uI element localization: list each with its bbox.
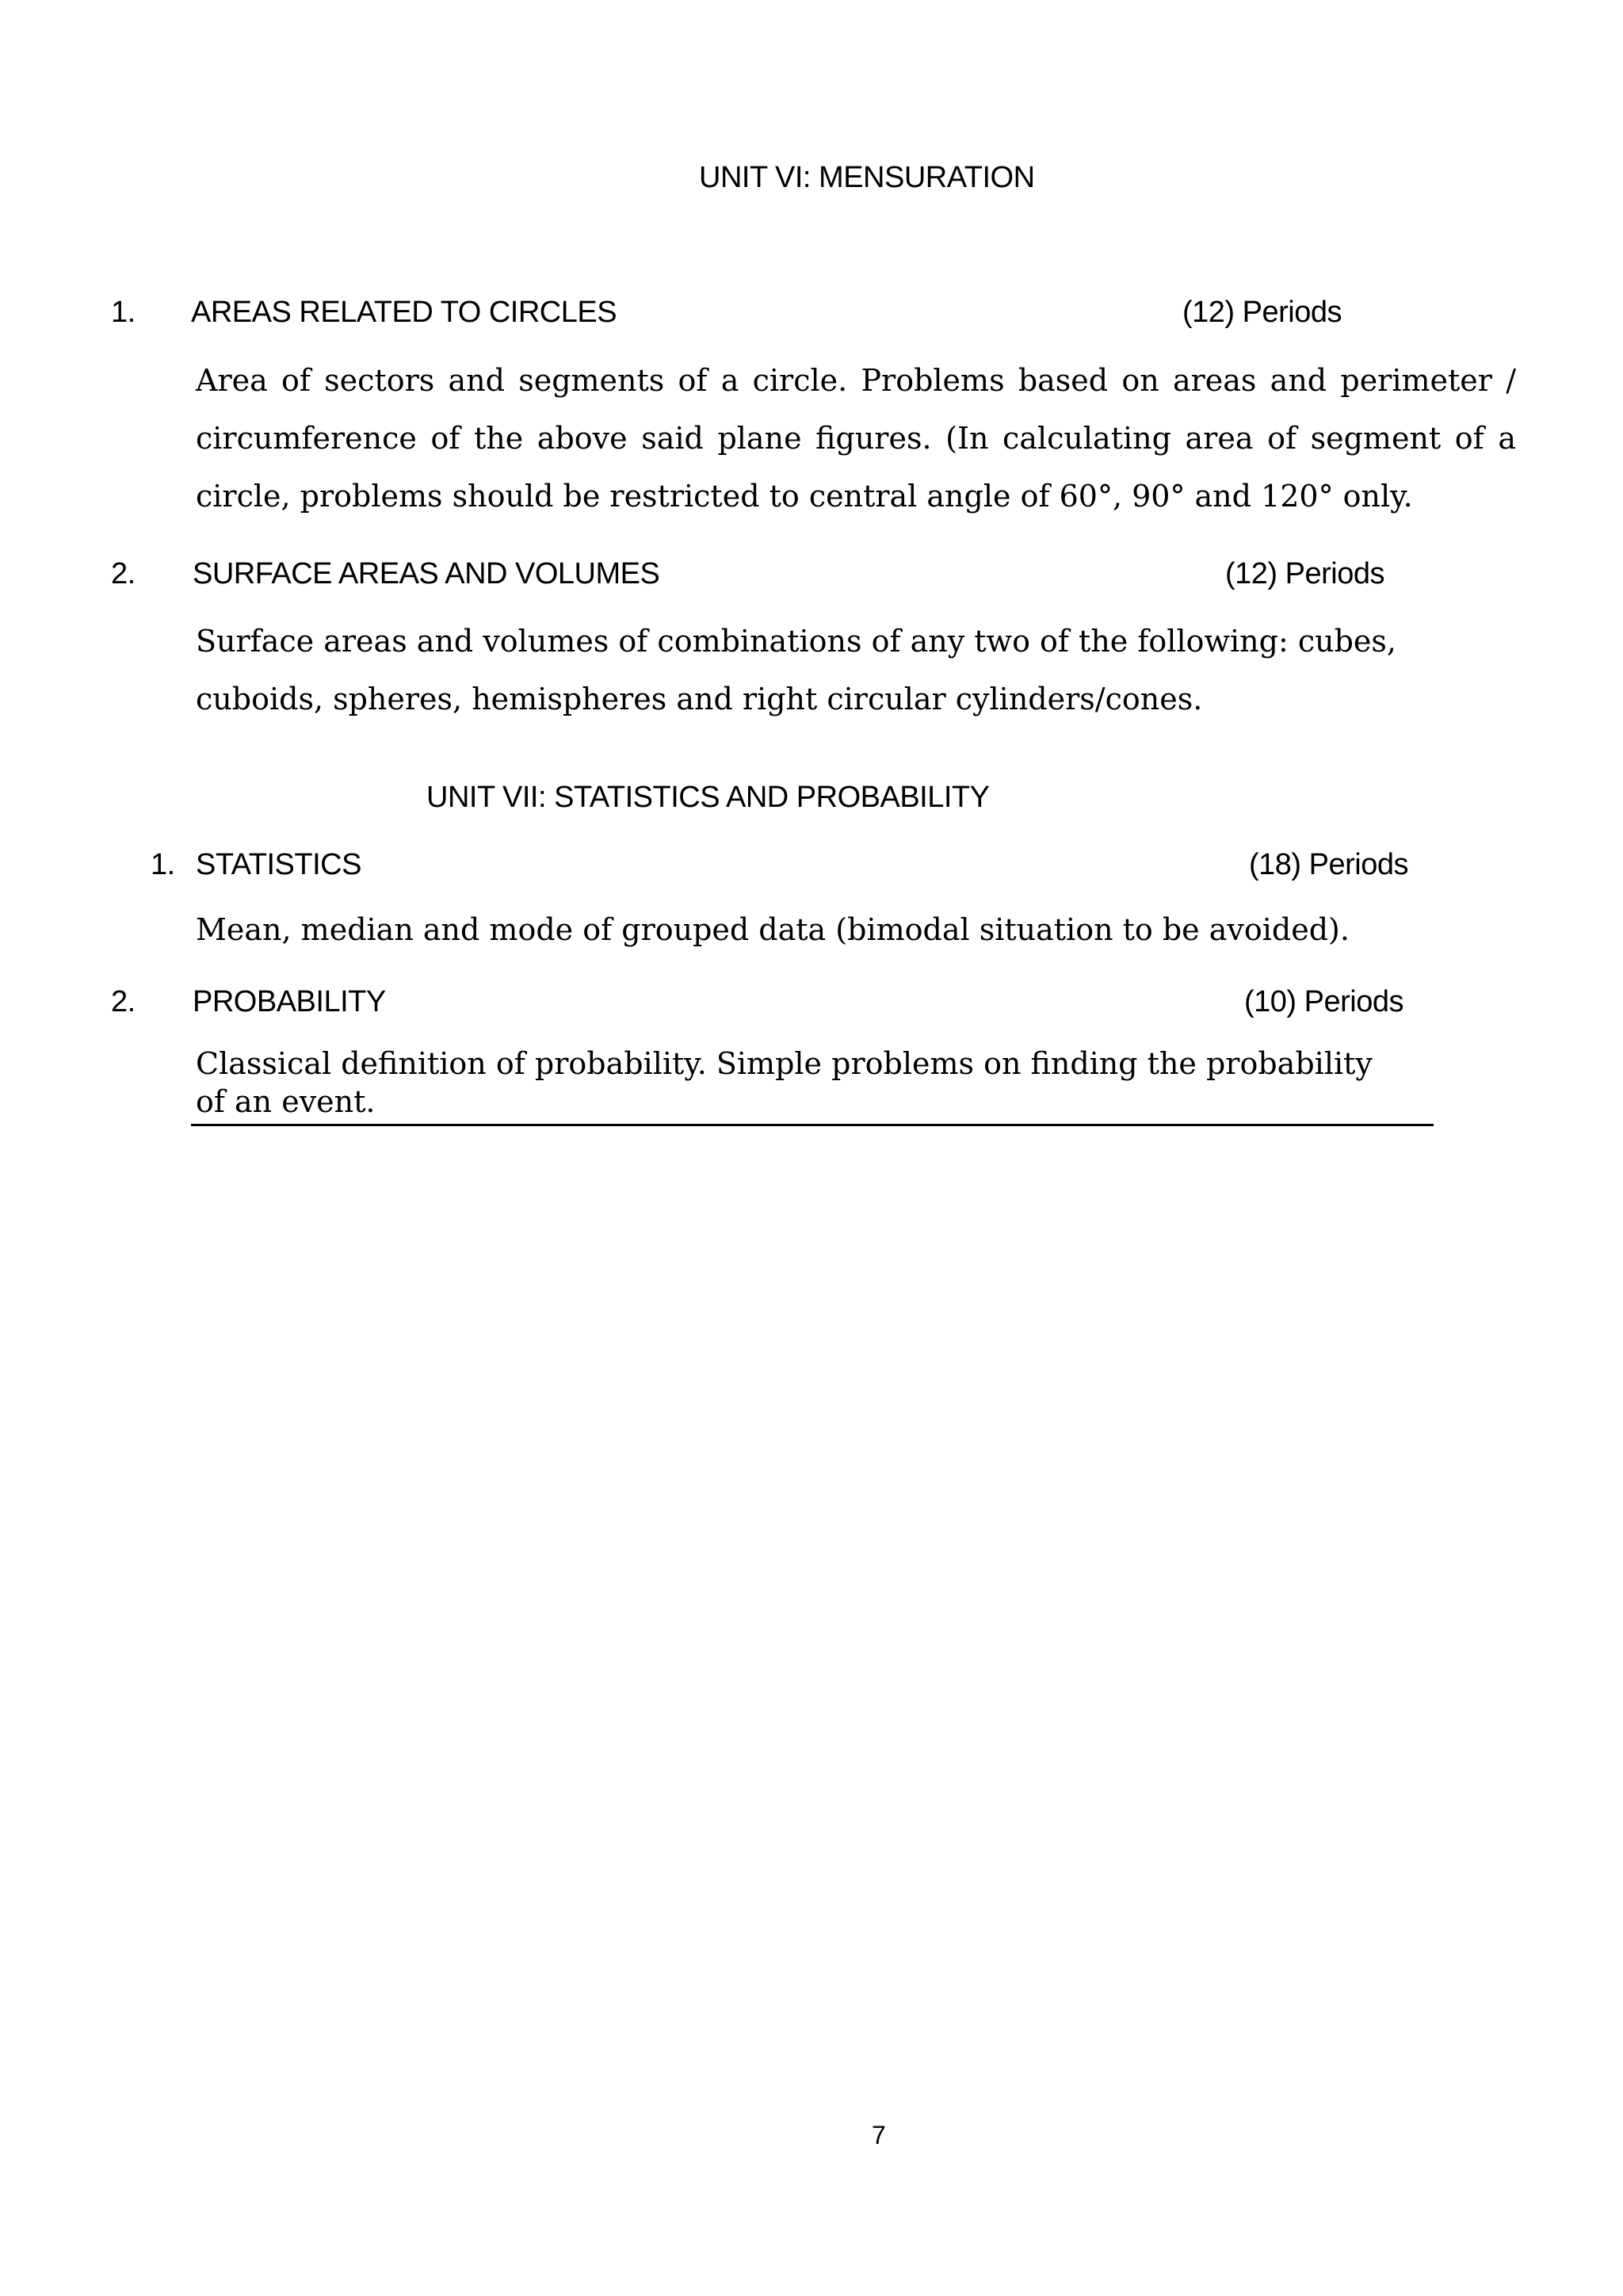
topic-description: Surface areas and volumes of combinations of any two of the following: cubes, cuboids, spheres, hemispheres and right circular cylinders/cones. (196, 624, 1396, 716)
page-number: 7 (872, 2121, 886, 2149)
topic-probability (0, 985, 1623, 1025)
topic-statistics (0, 848, 1623, 888)
topic-number: 2. (111, 985, 136, 1018)
topic-periods: (18) Periods (1249, 848, 1408, 881)
topic-number: 1. (111, 296, 136, 329)
topic-periods: (12) Periods (1225, 557, 1384, 590)
topic-title: STATISTICS (196, 848, 361, 881)
topic-periods: (12) Periods (1182, 296, 1342, 329)
topic-number: 2. (111, 557, 136, 590)
unit-vi-heading: UNIT VI: MENSURATION (699, 161, 1035, 194)
topic-description: Area of sectors and segments of a circle. Problems based on areas and perimeter / circumference of the above said plane figures. (In calculating area of segment of a circle, problems should be restricted to central angle of 60°, 90° and 120° only. (196, 363, 1516, 514)
topic-title: AREAS RELATED TO CIRCLES (191, 296, 617, 329)
topic-description: Mean, median and mode of grouped data (bimodal situation to be avoided). (196, 912, 1350, 947)
topic-periods: (10) Periods (1244, 985, 1403, 1018)
topic-number: 1. (151, 848, 175, 881)
topic-areas-related-to-circles (0, 296, 1623, 335)
unit-vii-heading: UNIT VII: STATISTICS AND PROBABILITY (426, 781, 990, 814)
topic-title: PROBABILITY (193, 985, 386, 1018)
section-end-rule (191, 1124, 1434, 1126)
topic-description: Classical definition of probability. Simple problems on finding the probability of an event. (196, 1046, 1373, 1119)
topic-title: SURFACE AREAS AND VOLUMES (193, 557, 660, 590)
topic-surface-areas-and-volumes (0, 557, 1623, 597)
